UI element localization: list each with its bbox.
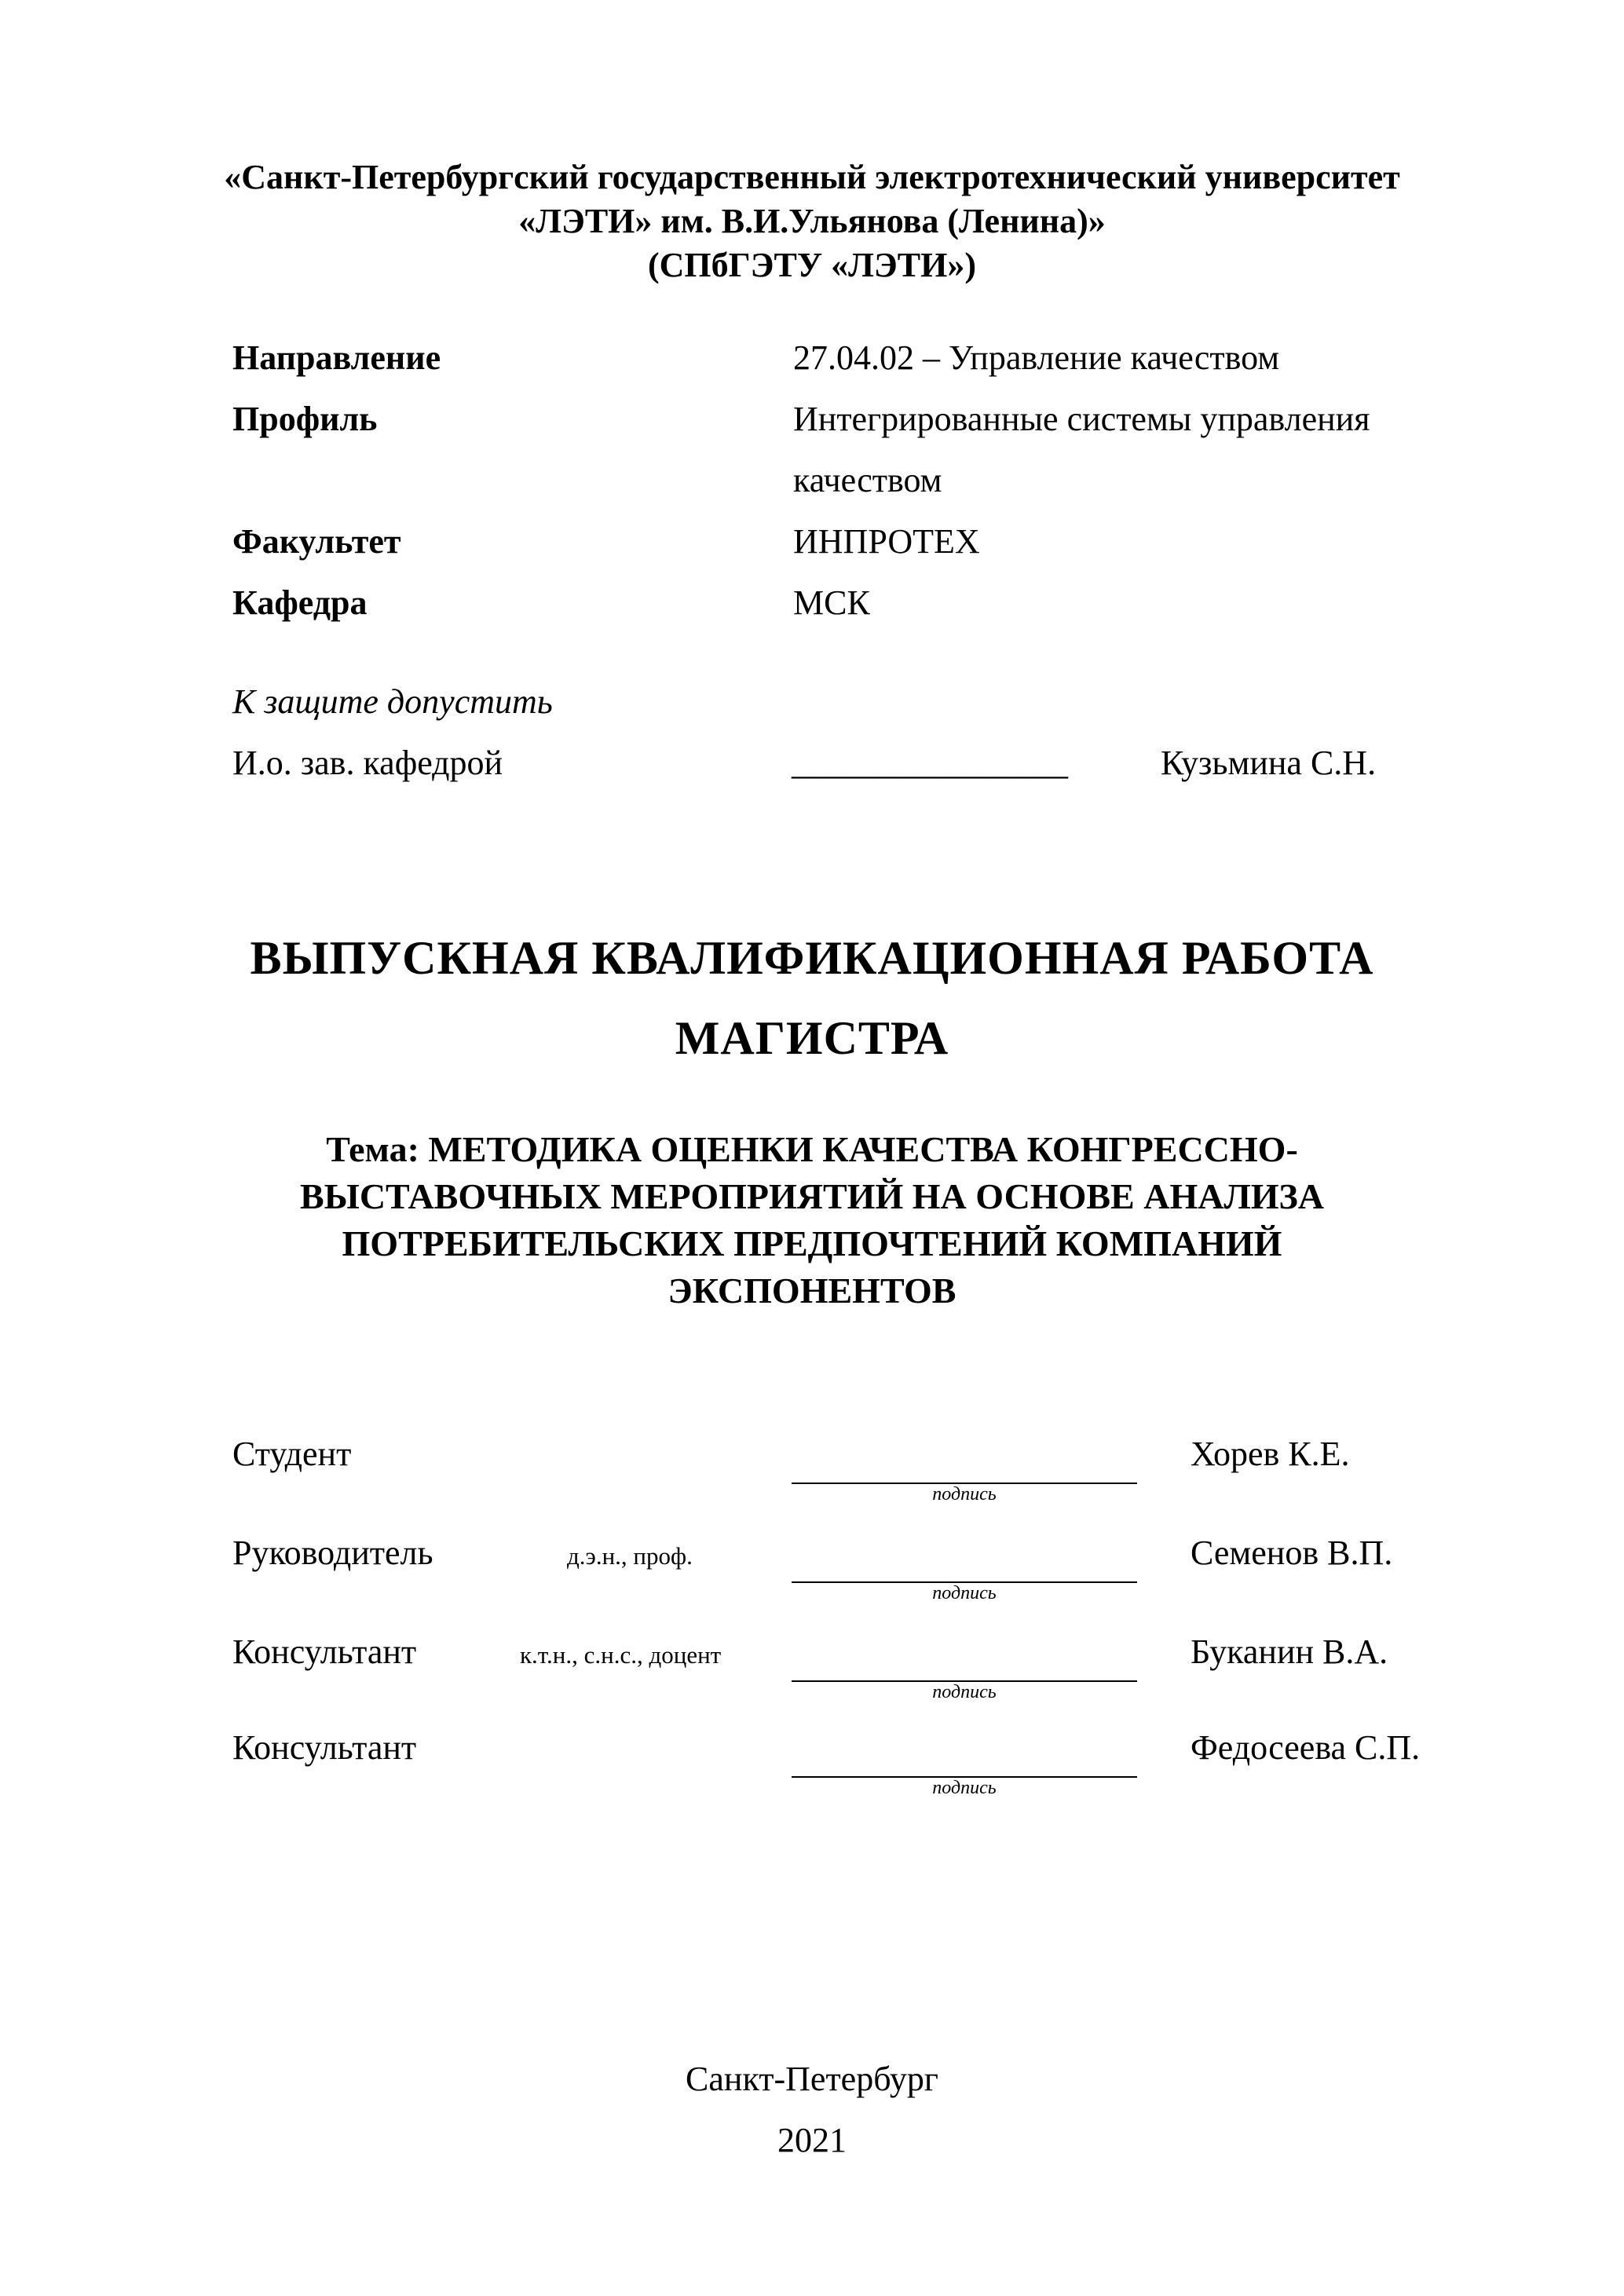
profile-value-line2: качеством xyxy=(793,461,942,499)
signature-role: Руководитель xyxy=(232,1534,433,1572)
department-label: Кафедра xyxy=(232,583,368,622)
direction-value: 27.04.02 – Управление качеством xyxy=(793,338,1280,377)
topic-line2: ВЫСТАВОЧНЫХ МЕРОПРИЯТИЙ НА ОСНОВЕ АНАЛИЗА xyxy=(299,1176,1324,1216)
signature-name: Федосеева С.П. xyxy=(1191,1728,1421,1767)
signature-degree: д.э.н., проф. xyxy=(567,1542,693,1570)
profile-label: Профиль xyxy=(232,400,378,438)
footer-year: 2021 xyxy=(777,2121,847,2159)
signature-caption: подпись xyxy=(932,1583,997,1603)
signature-name: Хорев К.Е. xyxy=(1191,1435,1350,1473)
admission-signature-line: ________________ xyxy=(792,744,1068,782)
signature-caption: подпись xyxy=(932,1778,997,1798)
admission-heading: К защите допустить xyxy=(232,682,553,721)
signature-role: Студент xyxy=(232,1435,352,1473)
direction-label: Направление xyxy=(232,338,441,377)
signature-caption: подпись xyxy=(932,1682,997,1702)
faculty-value: ИНПРОТЕХ xyxy=(793,522,980,561)
university-name-line1: «Санкт-Петербургский государственный электротехнический университет xyxy=(224,158,1400,196)
signature-caption: подпись xyxy=(932,1484,997,1504)
signature-name: Семенов В.П. xyxy=(1191,1534,1393,1572)
admission-role: И.о. зав. кафедрой xyxy=(232,744,503,782)
admission-name: Кузьмина С.Н. xyxy=(1161,744,1377,782)
signature-role: Консультант xyxy=(232,1728,417,1767)
topic-line4: ЭКСПОНЕНТОВ xyxy=(668,1270,956,1311)
signature-name: Буканин В.А. xyxy=(1191,1632,1388,1671)
document-title-line1: ВЫПУСКНАЯ КВАЛИФИКАЦИОННАЯ РАБОТА xyxy=(250,932,1374,984)
faculty-label: Факультет xyxy=(232,522,401,561)
topic-line1: Тема: МЕТОДИКА ОЦЕНКИ КАЧЕСТВА КОНГРЕССНО- xyxy=(326,1129,1298,1169)
profile-value-line1: Интегрированные системы управления xyxy=(793,400,1370,438)
document-title-line2: МАГИСТРА xyxy=(675,1012,949,1064)
university-abbreviation: (СПбГЭТУ «ЛЭТИ») xyxy=(648,246,976,284)
signature-degree: к.т.н., с.н.с., доцент xyxy=(520,1641,722,1669)
department-value: МСК xyxy=(793,583,870,622)
university-name-line2: «ЛЭТИ» им. В.И.Ульянова (Ленина)» xyxy=(518,202,1106,240)
footer-city: Санкт-Петербург xyxy=(686,2060,938,2098)
signature-role: Консультант xyxy=(232,1632,417,1671)
topic-line3: ПОТРЕБИТЕЛЬСКИХ ПРЕДПОЧТЕНИЙ КОМПАНИЙ xyxy=(342,1223,1282,1263)
